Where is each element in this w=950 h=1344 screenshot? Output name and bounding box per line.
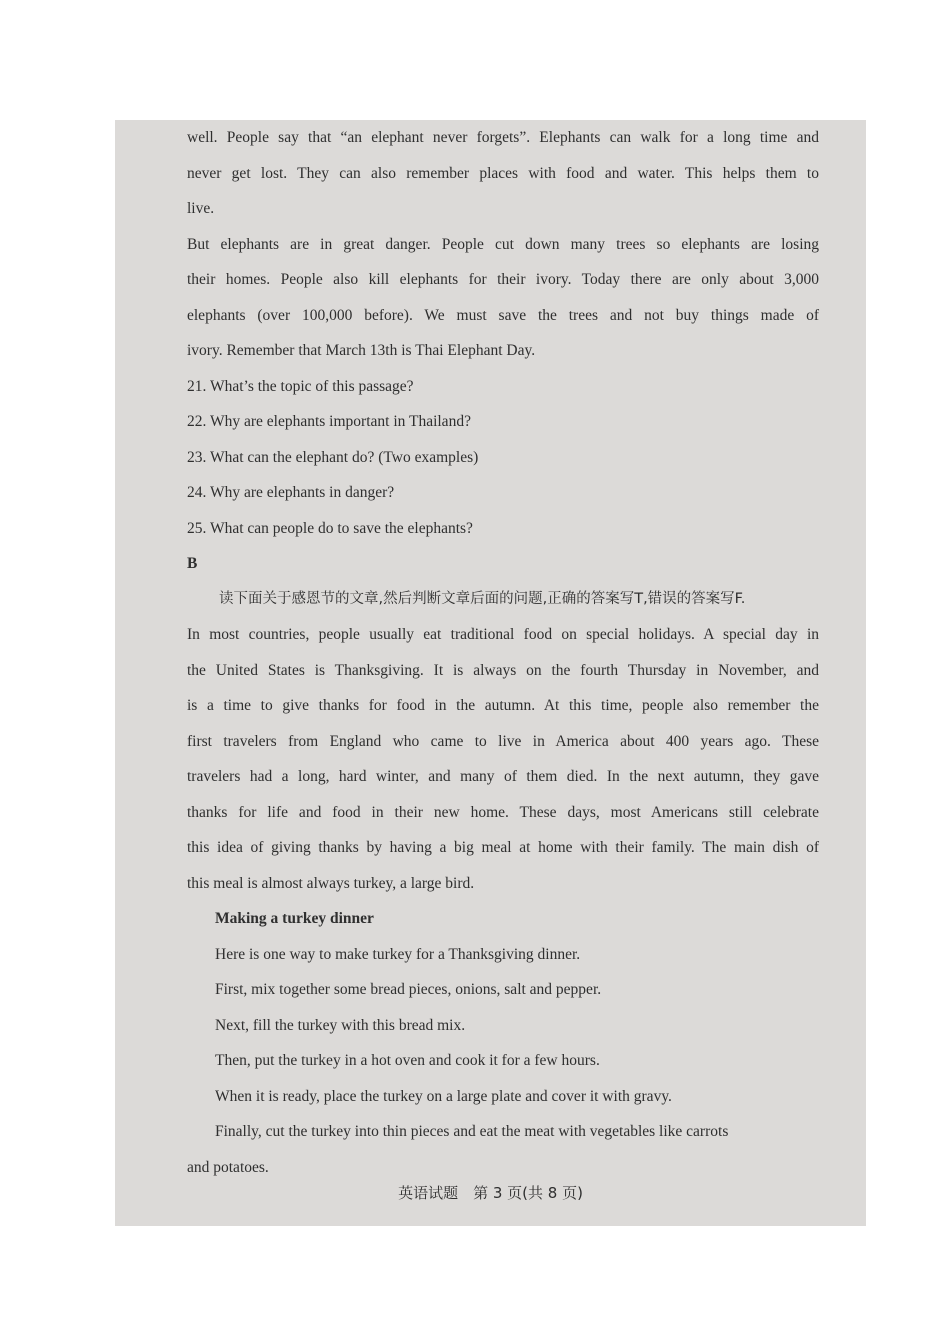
text-line: elephants (over 100,000 before). We must save the trees and not buy things made of (187, 306, 819, 324)
text-line: In most countries, people usually eat traditional food on special holidays. A special day in (187, 626, 819, 643)
page-footer: 英语试题 第 3 页(共 8 页) (398, 1184, 583, 1202)
question-22: 22. Why are elephants important in Thailand? (187, 413, 471, 430)
passage-a-paragraph-2 (187, 227, 819, 369)
exam-page-photo (115, 120, 866, 1226)
recipe-step: When it is ready, place the turkey on a large plate and cover it with gravy. (215, 1087, 672, 1105)
text-line: is a time to give thanks for food in the autumn. At this time, people also remember the (187, 697, 819, 714)
text-line: their homes. People also kill elephants for their ivory. Today there are only about 3,000 (187, 271, 819, 288)
text-line: live. (187, 200, 215, 217)
question-25: 25. What can people do to save the elephants? (187, 519, 473, 537)
question-21: 21. What’s the topic of this passage? (187, 377, 414, 395)
recipe-step-continuation: and potatoes. (187, 1158, 269, 1176)
text-line: this meal is almost always turkey, a large bird. (187, 874, 475, 892)
recipe-subheading: Making a turkey dinner (215, 910, 374, 927)
text-line: never get lost. They can also remember places with food and water. This helps them to (187, 164, 819, 182)
text-line: But elephants are in great danger. People cut down many trees so elephants are losing (187, 235, 819, 253)
text-line: thanks for life and food in their new home. These days, most Americans still celebrate (187, 803, 819, 821)
question-24: 24. Why are elephants in danger? (187, 484, 395, 501)
section-b-heading: B (187, 555, 198, 572)
section-b-instruction: 读下面关于感恩节的文章,然后判断文章后面的问题,正确的答案写T,错误的答案写F. (219, 590, 746, 607)
text-line: first travelers from England who came to live in America about 400 years ago. These (187, 732, 819, 750)
text-line: the United States is Thanksgiving. It is always on the fourth Thursday in November, and (187, 661, 819, 679)
passage-a-paragraph-1 (187, 120, 819, 227)
question-23: 23. What can the elephant do? (Two examples) (187, 448, 479, 466)
page-text (187, 120, 819, 1185)
text-line: travelers had a long, hard winter, and many of them died. In the next autumn, they gave (187, 768, 819, 785)
recipe-step: Next, fill the turkey with this bread mix. (215, 1016, 466, 1034)
recipe-step: Then, put the turkey in a hot oven and cook it for a few hours. (215, 1052, 600, 1069)
text-line: this idea of giving thanks by having a big meal at home with their family. The main dish of (187, 839, 819, 856)
recipe-step: Here is one way to make turkey for a Thanksgiving dinner. (215, 945, 581, 963)
recipe-step: First, mix together some bread pieces, onions, salt and pepper. (215, 981, 602, 998)
text-line: ivory. Remember that March 13th is Thai Elephant Day. (187, 342, 536, 359)
text-line: well. People say that “an elephant never forgets”. Elephants can walk for a long time and (187, 129, 819, 146)
recipe-step: Finally, cut the turkey into thin pieces and eat the meat with vegetables like carrots (215, 1123, 729, 1140)
thanksgiving-paragraph (187, 617, 819, 901)
